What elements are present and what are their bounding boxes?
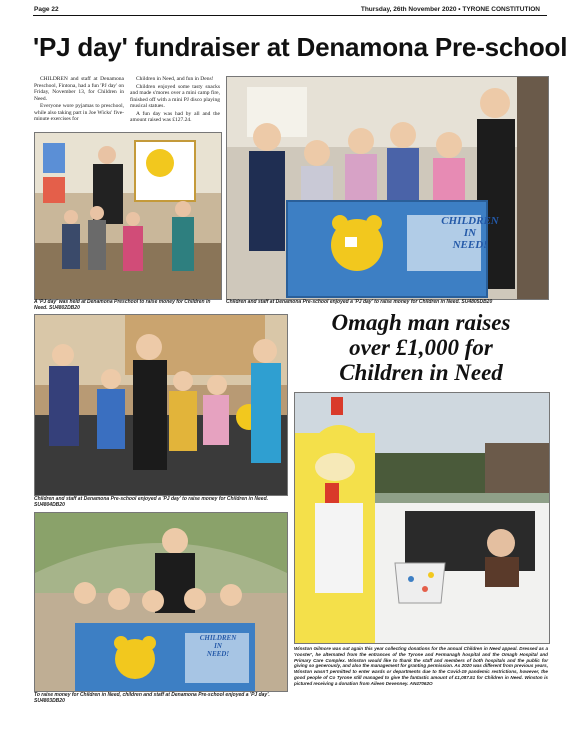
banner-line: CHILDREN	[441, 215, 499, 227]
article-paragraph: Everyone wore pyjamas to preschool, while also taking part in Joe Wicks' five-minute exercises for	[34, 103, 124, 122]
photo-caption: To raise money for Children in Need, children and staff at Denamona Pre-school enjoyed a 'PJ day'. SU4803DB20	[34, 692, 270, 704]
article-paragraph: CHILDREN and staff at Denamona Preschool, Fintona, had a fun 'PJ day' on Friday, November 13, for Children in Need.	[34, 76, 124, 102]
banner-line: CHILDREN	[199, 634, 237, 642]
second-headline	[294, 310, 548, 385]
banner-line: IN	[214, 642, 222, 650]
main-headline: 'PJ day' fundraiser at Denamona Pre-school	[33, 32, 568, 62]
article-paragraph: A fun day was had by all and the amount raised was £127.24.	[130, 110, 220, 123]
photo-caption-long: Winston Gilmore was out again this year collecting donations for the annual Children in Need appeal. Dressed as a 'rooster', he alternated from the entrances of the Tyrone and Fermanagh hospital and the Omagh Hospital and Primary Care Complex. Winston would like to thank the staff and members of both hospitals and the public for giving so generously, and also the management for granting permission. As 2020 was different from previous years, Winston wasn't permitted to enter wards or departments due to the Covid-19 pandemic restrictions, however, the good people of Co Tyrone still managed to give the fantastic amount of £1,087.51 for Children in Need. Winston is pictured receiving a donation from Aileen Devenney. AN47062O	[294, 646, 548, 686]
second-headline-line: Omagh man raises	[331, 310, 511, 335]
banner-line: NEED!	[206, 650, 230, 658]
article-paragraph: Children enjoyed some tasty snacks and made s'mores over a mini camp fire, finished off with a mini PJ disco playing musical statues.	[130, 83, 220, 109]
article-column-2	[130, 76, 220, 125]
banner-line: NEED!	[452, 239, 488, 251]
photo-rooster-car	[294, 392, 550, 644]
photo-caption: A 'PJ day' was held at Denamona Preschool to raise money for Children in Need. SU4802DB20	[34, 299, 211, 311]
article-column-1	[34, 76, 124, 124]
photo-group-banner	[226, 76, 549, 300]
photo-group-small	[34, 132, 222, 300]
second-headline-line: Children in Need	[339, 360, 503, 385]
second-headline-line: over £1,000 for	[349, 335, 493, 360]
article-paragraph: Children in Need, and fun in Dens!	[136, 76, 214, 82]
banner-text	[410, 215, 530, 251]
header-rule	[33, 15, 547, 16]
photo-group-den	[34, 512, 288, 692]
photo-caption: Children and staff at Denamona Pre-school enjoyed a 'PJ day' to raise money for Children in Need. SU4805DB20	[226, 299, 493, 305]
photo-group-sofa	[34, 314, 288, 496]
page-number: Page 22	[34, 6, 59, 13]
dateline: Thursday, 26th November 2020 • TYRONE CONSTITUTION	[360, 6, 540, 13]
banner-line: IN	[463, 227, 477, 239]
banner-text-small	[186, 634, 250, 658]
photo-caption: Children and staff at Denamona Pre-school enjoyed a 'PJ day' to raise money for Children in Need. SU4804DB20	[34, 496, 269, 508]
